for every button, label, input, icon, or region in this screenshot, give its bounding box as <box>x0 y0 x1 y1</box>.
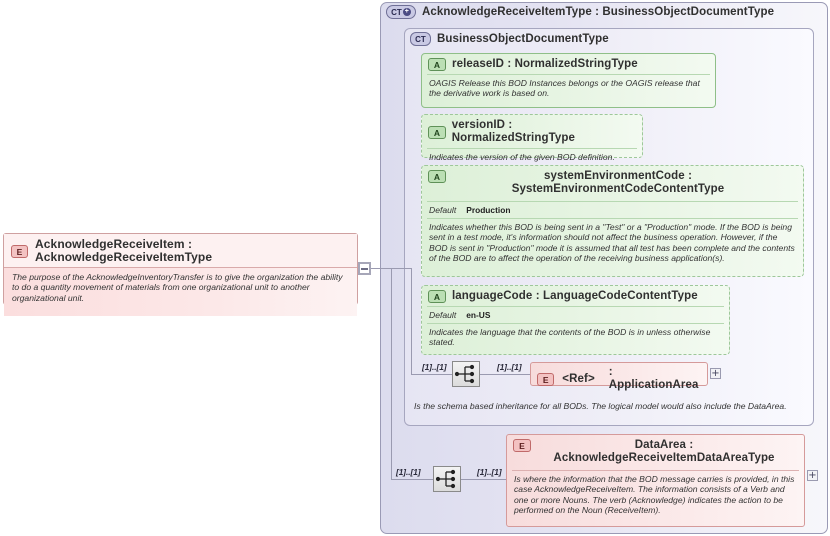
attribute-badge: A <box>428 126 446 139</box>
minus-icon <box>361 268 368 270</box>
attribute-header-versionid <box>422 115 642 148</box>
expand-icon-applicationarea[interactable]: + <box>711 368 720 379</box>
element-doc-acknowledgereceiveitem: The purpose of the AcknowledgeInventoryTransfer is to give the organization the ability to do a quantity movement of materials from one organizational unit to another organizational unit. <box>4 268 357 316</box>
element-badge: E <box>513 439 531 452</box>
connector-line <box>411 268 412 375</box>
default-label: Default <box>429 310 457 320</box>
cardinality-right-sequence-2: [1]..[1] <box>477 468 502 477</box>
expand-icon[interactable]: + <box>404 8 409 15</box>
element-title-applicationarea: : ApplicationArea <box>608 366 699 391</box>
attribute-doc-systemenvironmentcode: Indicates whether this BOD is being sent in a "Test" or a "Production" mode. If the BOD is being sent in a test mode, it's information should not affect the business operation. However, if the BOD is sent in "Production" mode it is assumed that all test has been complete and the contents of the BOD are to affect the operation of the receiving business application(s). <box>429 222 795 263</box>
basetype-badge: CT <box>410 32 431 46</box>
attribute-box-systemenvironmentcode[interactable] <box>421 165 804 277</box>
attribute-header-languagecode <box>422 286 729 306</box>
complextype-outer-header <box>386 5 774 19</box>
inheritance-note: Is the schema based inheritance for all BODs. The logical model would also include the DataArea. <box>414 401 787 411</box>
collapse-toggle[interactable] <box>358 262 371 275</box>
default-value: Production <box>466 205 511 215</box>
element-header-dataarea <box>507 435 804 468</box>
connector-line <box>411 374 452 375</box>
element-badge: E <box>11 245 28 258</box>
connector-line <box>391 479 433 480</box>
attribute-badge: A <box>428 290 446 303</box>
attribute-doc-versionid: Indicates the version of the given BOD definition. <box>429 152 615 162</box>
expand-icon-dataarea[interactable]: + <box>808 470 817 481</box>
attribute-box-releaseid[interactable] <box>421 53 716 108</box>
attribute-header-systemenvironmentcode <box>422 166 803 199</box>
default-label: Default <box>429 205 457 215</box>
basetype-title: BusinessObjectDocumentType <box>437 32 609 45</box>
sequence-icon-applicationarea[interactable] <box>452 361 480 387</box>
attribute-title-languagecode: languageCode : LanguageCodeContentType <box>452 290 698 302</box>
basetype-header <box>410 32 609 46</box>
element-title-dataarea: DataArea : AcknowledgeReceiveItemDataAreaType <box>553 439 775 464</box>
element-title-acknowledgereceiveitem: AcknowledgeReceiveItem : AcknowledgeReceiveItemType <box>35 237 213 264</box>
attribute-box-languagecode[interactable] <box>421 285 730 355</box>
attribute-title-systemenvironmentcode: systemEnvironmentCode : SystemEnvironmentCodeContentType <box>511 170 725 195</box>
cardinality-right-sequence-1: [1]..[1] <box>497 363 522 372</box>
sequence-icon-dataarea[interactable] <box>433 466 461 492</box>
cardinality-left-sequence-2: [1]..[1] <box>396 468 421 477</box>
element-header-applicationarea <box>531 363 707 395</box>
element-box-acknowledgereceiveitem[interactable] <box>3 233 358 305</box>
attribute-title-versionid: versionID : NormalizedStringType <box>451 119 575 144</box>
attribute-default-languagecode <box>422 307 729 323</box>
attribute-badge: A <box>428 58 446 71</box>
connector-line <box>480 374 530 375</box>
element-badge: E <box>537 373 554 386</box>
connector-line <box>461 479 507 480</box>
attribute-header-releaseid <box>422 54 715 74</box>
attribute-doc-releaseid: OAGIS Release this BOD Instances belongs or the OAGIS release that the derivative work is based on. <box>429 78 700 99</box>
element-doc-dataarea: Is where the information that the BOD message carries is provided, in this case AcknowledgeReceiveItem. The information consists of a Verb and one or more Nouns. The verb (Acknowledge) indicates the action to be performed on the Noun (ReceiveItem). <box>514 474 795 515</box>
cardinality-left-sequence-1: [1]..[1] <box>422 363 447 372</box>
default-value: en-US <box>466 310 491 320</box>
element-ref-label: <Ref> <box>562 372 595 385</box>
complextype-outer-title: AcknowledgeReceiveItemType : BusinessObjectDocumentType <box>422 5 775 18</box>
element-box-dataarea[interactable] <box>506 434 805 527</box>
attribute-title-releaseid: releaseID : NormalizedStringType <box>452 58 638 70</box>
attribute-badge: A <box>428 170 446 183</box>
connector-line <box>391 268 392 480</box>
attribute-doc-languagecode: Indicates the language that the contents of the BOD is in unless otherwise stated. <box>429 327 711 348</box>
attribute-box-versionid[interactable] <box>421 114 643 162</box>
complextype-badge-label: CT <box>391 7 402 17</box>
element-box-applicationarea[interactable] <box>530 362 708 391</box>
complextype-badge-with-expander[interactable] <box>386 5 416 19</box>
attribute-default-systemenvironmentcode <box>422 202 803 218</box>
element-header-acknowledgereceiveitem <box>4 234 357 267</box>
